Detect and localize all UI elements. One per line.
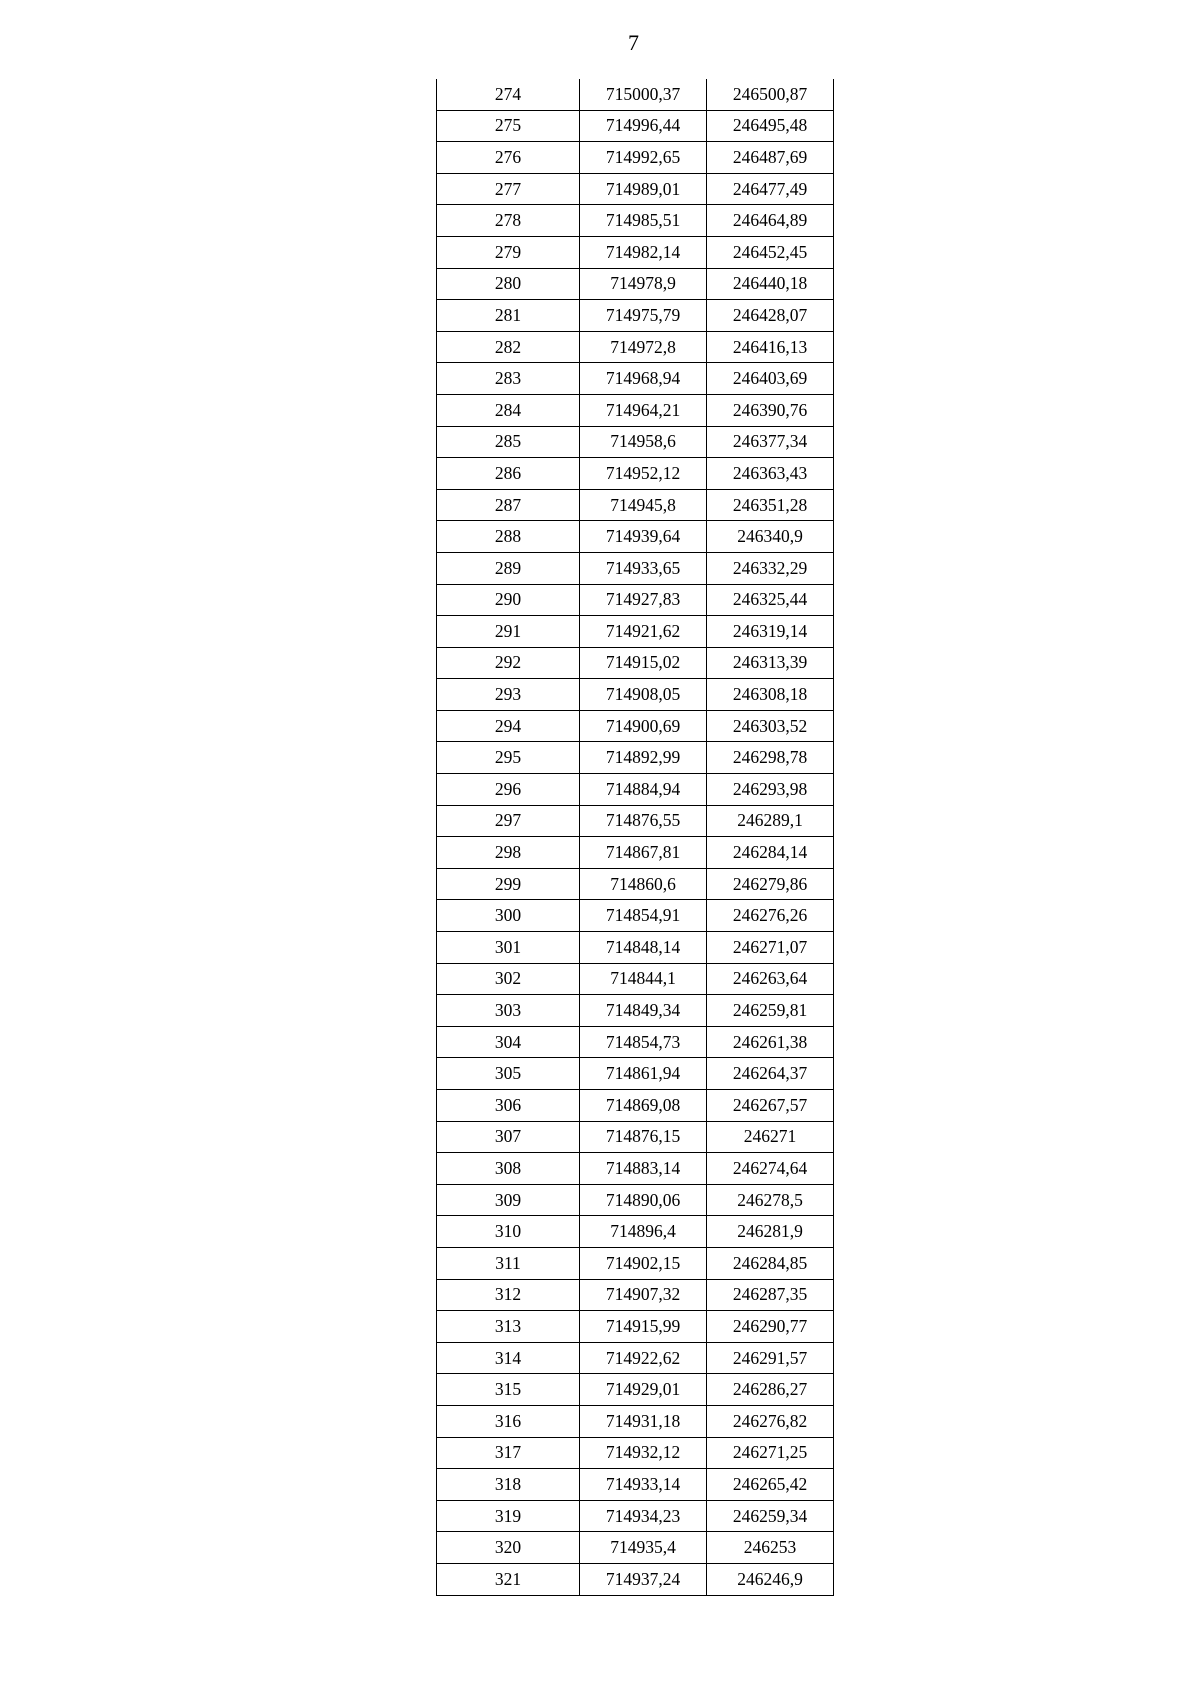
- x-coordinate-cell: 714876,15: [580, 1121, 707, 1153]
- point-number-cell: 291: [437, 616, 580, 648]
- table-row: [437, 489, 834, 521]
- point-number-cell: 321: [437, 1563, 580, 1595]
- x-coordinate-cell: 714964,21: [580, 394, 707, 426]
- y-coordinate-cell: 246286,27: [707, 1374, 834, 1406]
- x-coordinate-cell: 714996,44: [580, 110, 707, 142]
- y-coordinate-cell: 246271,25: [707, 1437, 834, 1469]
- y-coordinate-cell: 246259,34: [707, 1500, 834, 1532]
- x-coordinate-cell: 714975,79: [580, 300, 707, 332]
- point-number-cell: 312: [437, 1279, 580, 1311]
- x-coordinate-cell: 714848,14: [580, 932, 707, 964]
- y-coordinate-cell: 246298,78: [707, 742, 834, 774]
- y-coordinate-cell: 246428,07: [707, 300, 834, 332]
- y-coordinate-cell: 246495,48: [707, 110, 834, 142]
- x-coordinate-cell: 714861,94: [580, 1058, 707, 1090]
- x-coordinate-cell: 714876,55: [580, 805, 707, 837]
- y-coordinate-cell: 246261,38: [707, 1026, 834, 1058]
- coordinates-table-body: [437, 79, 834, 1595]
- table-row: [437, 1216, 834, 1248]
- x-coordinate-cell: 714978,9: [580, 268, 707, 300]
- y-coordinate-cell: 246487,69: [707, 142, 834, 174]
- point-number-cell: 313: [437, 1311, 580, 1343]
- point-number-cell: 304: [437, 1026, 580, 1058]
- point-number-cell: 297: [437, 805, 580, 837]
- x-coordinate-cell: 714854,91: [580, 900, 707, 932]
- table-row: [437, 1311, 834, 1343]
- point-number-cell: 309: [437, 1184, 580, 1216]
- y-coordinate-cell: 246293,98: [707, 774, 834, 806]
- point-number-cell: 305: [437, 1058, 580, 1090]
- point-number-cell: 274: [437, 79, 580, 110]
- point-number-cell: 281: [437, 300, 580, 332]
- y-coordinate-cell: 246464,89: [707, 205, 834, 237]
- table-row: [437, 142, 834, 174]
- table-row: [437, 1405, 834, 1437]
- x-coordinate-cell: 714937,24: [580, 1563, 707, 1595]
- point-number-cell: 278: [437, 205, 580, 237]
- y-coordinate-cell: 246276,26: [707, 900, 834, 932]
- x-coordinate-cell: 714907,32: [580, 1279, 707, 1311]
- y-coordinate-cell: 246253: [707, 1532, 834, 1564]
- table-row: [437, 236, 834, 268]
- y-coordinate-cell: 246265,42: [707, 1469, 834, 1501]
- x-coordinate-cell: 714939,64: [580, 521, 707, 553]
- x-coordinate-cell: 714933,14: [580, 1469, 707, 1501]
- page-number: 7: [628, 30, 639, 55]
- table-row: [437, 1058, 834, 1090]
- point-number-cell: 318: [437, 1469, 580, 1501]
- table-row: [437, 173, 834, 205]
- point-number-cell: 296: [437, 774, 580, 806]
- y-coordinate-cell: 246259,81: [707, 995, 834, 1027]
- y-coordinate-cell: 246303,52: [707, 710, 834, 742]
- point-number-cell: 283: [437, 363, 580, 395]
- x-coordinate-cell: 714992,65: [580, 142, 707, 174]
- point-number-cell: 289: [437, 552, 580, 584]
- point-number-cell: 284: [437, 394, 580, 426]
- point-number-cell: 285: [437, 426, 580, 458]
- point-number-cell: 319: [437, 1500, 580, 1532]
- point-number-cell: 293: [437, 679, 580, 711]
- x-coordinate-cell: 715000,37: [580, 79, 707, 110]
- y-coordinate-cell: 246390,76: [707, 394, 834, 426]
- point-number-cell: 298: [437, 837, 580, 869]
- y-coordinate-cell: 246452,45: [707, 236, 834, 268]
- point-number-cell: 276: [437, 142, 580, 174]
- point-number-cell: 315: [437, 1374, 580, 1406]
- x-coordinate-cell: 714921,62: [580, 616, 707, 648]
- x-coordinate-cell: 714935,4: [580, 1532, 707, 1564]
- table-row: [437, 1500, 834, 1532]
- point-number-cell: 300: [437, 900, 580, 932]
- point-number-cell: 279: [437, 236, 580, 268]
- y-coordinate-cell: 246271: [707, 1121, 834, 1153]
- point-number-cell: 282: [437, 331, 580, 363]
- y-coordinate-cell: 246363,43: [707, 458, 834, 490]
- point-number-cell: 310: [437, 1216, 580, 1248]
- x-coordinate-cell: 714908,05: [580, 679, 707, 711]
- x-coordinate-cell: 714972,8: [580, 331, 707, 363]
- y-coordinate-cell: 246308,18: [707, 679, 834, 711]
- x-coordinate-cell: 714927,83: [580, 584, 707, 616]
- y-coordinate-cell: 246281,9: [707, 1216, 834, 1248]
- point-number-cell: 287: [437, 489, 580, 521]
- x-coordinate-cell: 714934,23: [580, 1500, 707, 1532]
- y-coordinate-cell: 246325,44: [707, 584, 834, 616]
- table-row: [437, 742, 834, 774]
- table-row: [437, 458, 834, 490]
- table-row: [437, 205, 834, 237]
- point-number-cell: 302: [437, 963, 580, 995]
- y-coordinate-cell: 246287,35: [707, 1279, 834, 1311]
- x-coordinate-cell: 714896,4: [580, 1216, 707, 1248]
- point-number-cell: 307: [437, 1121, 580, 1153]
- x-coordinate-cell: 714989,01: [580, 173, 707, 205]
- table-row: [437, 1184, 834, 1216]
- x-coordinate-cell: 714844,1: [580, 963, 707, 995]
- point-number-cell: 317: [437, 1437, 580, 1469]
- y-coordinate-cell: 246263,64: [707, 963, 834, 995]
- y-coordinate-cell: 246313,39: [707, 647, 834, 679]
- x-coordinate-cell: 714860,6: [580, 868, 707, 900]
- table-row: [437, 963, 834, 995]
- table-row: [437, 805, 834, 837]
- table-row: [437, 647, 834, 679]
- y-coordinate-cell: 246416,13: [707, 331, 834, 363]
- x-coordinate-cell: 714902,15: [580, 1247, 707, 1279]
- y-coordinate-cell: 246276,82: [707, 1405, 834, 1437]
- y-coordinate-cell: 246284,14: [707, 837, 834, 869]
- table-row: [437, 1532, 834, 1564]
- x-coordinate-cell: 714931,18: [580, 1405, 707, 1437]
- y-coordinate-cell: 246267,57: [707, 1090, 834, 1122]
- y-coordinate-cell: 246377,34: [707, 426, 834, 458]
- point-number-cell: 311: [437, 1247, 580, 1279]
- table-row: [437, 837, 834, 869]
- y-coordinate-cell: 246274,64: [707, 1153, 834, 1185]
- x-coordinate-cell: 714932,12: [580, 1437, 707, 1469]
- y-coordinate-cell: 246403,69: [707, 363, 834, 395]
- x-coordinate-cell: 714968,94: [580, 363, 707, 395]
- table-row: [437, 426, 834, 458]
- point-number-cell: 288: [437, 521, 580, 553]
- point-number-cell: 295: [437, 742, 580, 774]
- coordinates-table: [436, 79, 834, 1596]
- y-coordinate-cell: 246289,1: [707, 805, 834, 837]
- x-coordinate-cell: 714952,12: [580, 458, 707, 490]
- table-row: [437, 900, 834, 932]
- x-coordinate-cell: 714884,94: [580, 774, 707, 806]
- y-coordinate-cell: 246291,57: [707, 1342, 834, 1374]
- table-row: [437, 394, 834, 426]
- y-coordinate-cell: 246264,37: [707, 1058, 834, 1090]
- table-row: [437, 110, 834, 142]
- x-coordinate-cell: 714982,14: [580, 236, 707, 268]
- y-coordinate-cell: 246278,5: [707, 1184, 834, 1216]
- table-row: [437, 552, 834, 584]
- point-number-cell: 308: [437, 1153, 580, 1185]
- table-row: [437, 1563, 834, 1595]
- table-row: [437, 1469, 834, 1501]
- table-row: [437, 1121, 834, 1153]
- table-row: [437, 1279, 834, 1311]
- x-coordinate-cell: 714915,02: [580, 647, 707, 679]
- table-row: [437, 868, 834, 900]
- table-row: [437, 300, 834, 332]
- table-row: [437, 521, 834, 553]
- table-row: [437, 79, 834, 110]
- table-row: [437, 1247, 834, 1279]
- table-row: [437, 331, 834, 363]
- point-number-cell: 280: [437, 268, 580, 300]
- y-coordinate-cell: 246477,49: [707, 173, 834, 205]
- table-row: [437, 679, 834, 711]
- x-coordinate-cell: 714883,14: [580, 1153, 707, 1185]
- table-row: [437, 1342, 834, 1374]
- table-row: [437, 774, 834, 806]
- point-number-cell: 292: [437, 647, 580, 679]
- table-row: [437, 1090, 834, 1122]
- y-coordinate-cell: 246279,86: [707, 868, 834, 900]
- x-coordinate-cell: 714985,51: [580, 205, 707, 237]
- x-coordinate-cell: 714849,34: [580, 995, 707, 1027]
- table-row: [437, 995, 834, 1027]
- point-number-cell: 306: [437, 1090, 580, 1122]
- y-coordinate-cell: 246284,85: [707, 1247, 834, 1279]
- x-coordinate-cell: 714945,8: [580, 489, 707, 521]
- x-coordinate-cell: 714869,08: [580, 1090, 707, 1122]
- x-coordinate-cell: 714900,69: [580, 710, 707, 742]
- table-row: [437, 932, 834, 964]
- x-coordinate-cell: 714890,06: [580, 1184, 707, 1216]
- point-number-cell: 286: [437, 458, 580, 490]
- y-coordinate-cell: 246351,28: [707, 489, 834, 521]
- y-coordinate-cell: 246500,87: [707, 79, 834, 110]
- table-row: [437, 584, 834, 616]
- table-row: [437, 616, 834, 648]
- y-coordinate-cell: 246290,77: [707, 1311, 834, 1343]
- y-coordinate-cell: 246340,9: [707, 521, 834, 553]
- point-number-cell: 314: [437, 1342, 580, 1374]
- point-number-cell: 290: [437, 584, 580, 616]
- table-row: [437, 1026, 834, 1058]
- point-number-cell: 303: [437, 995, 580, 1027]
- table-row: [437, 1153, 834, 1185]
- table-row: [437, 1437, 834, 1469]
- y-coordinate-cell: 246440,18: [707, 268, 834, 300]
- table-row: [437, 1374, 834, 1406]
- point-number-cell: 316: [437, 1405, 580, 1437]
- x-coordinate-cell: 714915,99: [580, 1311, 707, 1343]
- point-number-cell: 275: [437, 110, 580, 142]
- x-coordinate-cell: 714922,62: [580, 1342, 707, 1374]
- y-coordinate-cell: 246246,9: [707, 1563, 834, 1595]
- point-number-cell: 301: [437, 932, 580, 964]
- point-number-cell: 277: [437, 173, 580, 205]
- y-coordinate-cell: 246271,07: [707, 932, 834, 964]
- x-coordinate-cell: 714867,81: [580, 837, 707, 869]
- table-row: [437, 268, 834, 300]
- x-coordinate-cell: 714892,99: [580, 742, 707, 774]
- y-coordinate-cell: 246332,29: [707, 552, 834, 584]
- table-row: [437, 710, 834, 742]
- table-row: [437, 363, 834, 395]
- x-coordinate-cell: 714958,6: [580, 426, 707, 458]
- x-coordinate-cell: 714933,65: [580, 552, 707, 584]
- point-number-cell: 294: [437, 710, 580, 742]
- point-number-cell: 299: [437, 868, 580, 900]
- y-coordinate-cell: 246319,14: [707, 616, 834, 648]
- point-number-cell: 320: [437, 1532, 580, 1564]
- x-coordinate-cell: 714854,73: [580, 1026, 707, 1058]
- x-coordinate-cell: 714929,01: [580, 1374, 707, 1406]
